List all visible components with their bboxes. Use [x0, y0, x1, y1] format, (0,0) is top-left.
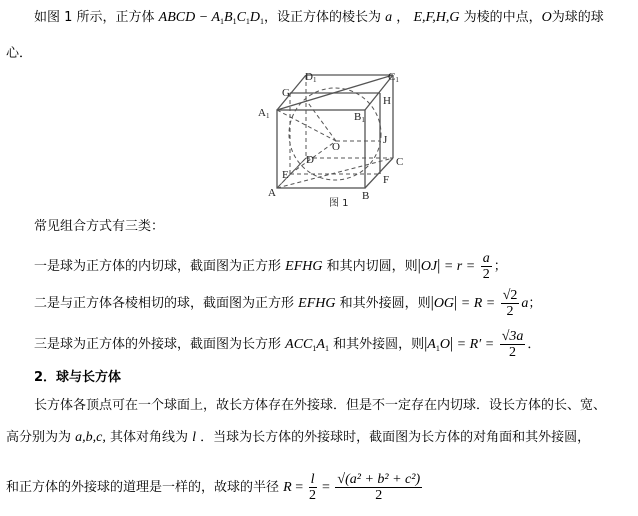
label-H: H — [383, 95, 391, 107]
section-paragraph-2: 高分别为为 a,b,c, 其体对角线为 l ．当球为长方体的外接球时，截面图为长方体的对角面和其外接圆， — [6, 430, 591, 445]
label-C: C — [396, 156, 404, 168]
text: ，设正方体的棱长为 — [264, 10, 386, 25]
fraction: $\frac{√3a}{2}$ — [501, 329, 524, 360]
label-G: G — [282, 87, 290, 99]
label-A1: A1 — [258, 107, 270, 120]
fraction-l-over-2: $\frac{l}{2}$ — [309, 472, 317, 503]
label-F: F — [383, 174, 390, 186]
fraction-diagonal: $\frac{\text{√(a² + b² + c²)}}{2}$ — [337, 472, 421, 503]
fraction: $\frac{√2}{2}$ — [502, 288, 518, 319]
label-B: B — [362, 190, 370, 202]
center-label: O — [541, 10, 552, 25]
edge-variable: a — [385, 10, 393, 25]
shape-label: $ACC_1A_1$ — [285, 337, 329, 353]
text: 为棱的中点， — [459, 10, 542, 25]
label-O: O — [332, 141, 340, 153]
paragraph-intro-cont: 心． — [6, 46, 33, 61]
cube-name: ABCD − $A_1B_1C_1D_1$ — [158, 10, 265, 26]
case-2: 二是与正方体各棱相切的球，截面图为正方形 EFHG 和其外接圆，则|OG| = R = $\frac{√2}{2}$ a； — [34, 288, 542, 319]
text: 为球的球 — [551, 10, 604, 25]
cube-sphere-figure — [240, 65, 420, 215]
fraction: $\frac{a}{2}$ — [482, 251, 490, 282]
shape-label: EFHG — [298, 296, 336, 311]
section-paragraph-1: 长方体各顶点可在一个球面上，故长方体存在外接球．但是不一定存在内切球．设长方体的长、宽、 — [34, 398, 607, 413]
midpoint-labels: E,F,H,G — [413, 10, 460, 25]
label-B1: B1 — [354, 111, 365, 124]
section-paragraph-3: 和正方体的外接球的道理是一样的，故球的半径 R = $\frac{l}{2}$ = $\frac{\text{√(a² + b² + c²)}}{2}$ — [6, 472, 421, 503]
label-A: A — [268, 187, 276, 199]
figure-caption: 图 1 — [329, 198, 349, 209]
paragraph-intro — [34, 10, 604, 30]
case-3: 三是球为正方体的外接球，截面图为长方形 $ACC_1A_1$ 和其外接圆，则$|A_1O| = R'$ = $\frac{√3a}{2}$ ． — [34, 329, 541, 360]
text: 如图 1 所示，正方体 — [34, 10, 159, 25]
case-1: 一是球为正方体的内切球，截面图为正方形 EFHG 和其内切圆，则|OJ| = r = $\frac{a}{2}$ ； — [34, 251, 507, 282]
section-heading: 2．球与长方体 — [34, 370, 122, 385]
label-D1: D1 — [305, 71, 317, 84]
text: ， — [392, 10, 414, 25]
label-C1: C1 — [388, 71, 399, 84]
label-E: E — [282, 169, 289, 181]
shape-label: EFHG — [285, 259, 323, 274]
label-D: D — [306, 154, 314, 166]
intro-text: 常见组合方式有三类： — [34, 219, 165, 234]
label-J: J — [383, 134, 388, 146]
